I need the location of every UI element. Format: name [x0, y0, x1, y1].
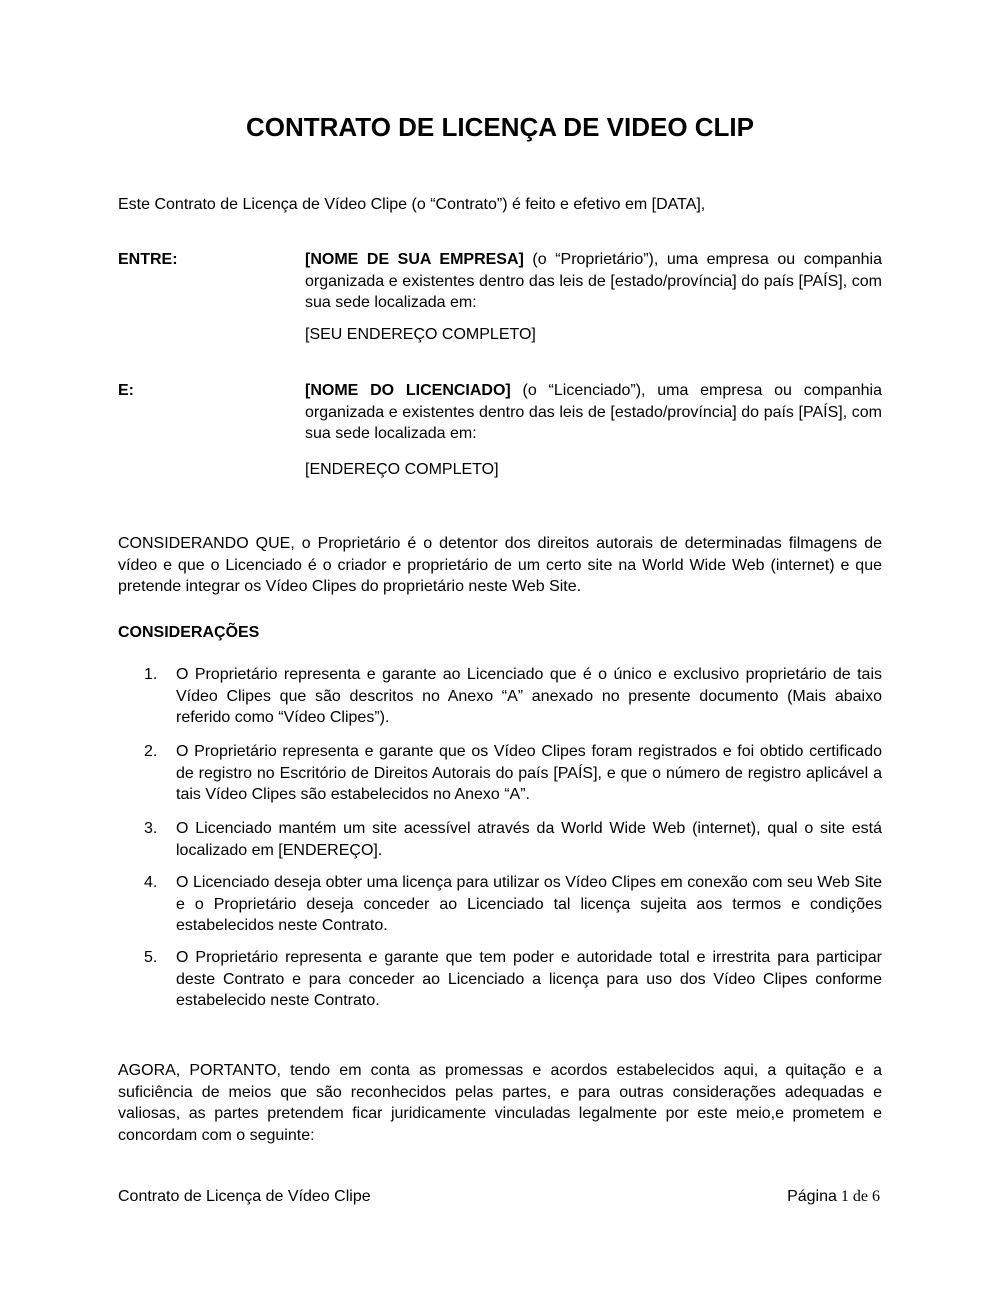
- party-body-owner: [305, 249, 882, 314]
- party-section-owner: [118, 249, 882, 314]
- list-item: [144, 664, 882, 729]
- list-item-text: O Licenciado mantém um site acessível através da World Wide Web (internet), qual o site está localizado em [ENDEREÇO].: [176, 820, 882, 859]
- licensee-description: (o “Licenciado”), uma empresa ou companhia organizada e existentes dentro das leis de [estado/província] do país [PAÍS], com sua sede localizada em:: [305, 382, 882, 442]
- intro-paragraph: Este Contrato de Licença de Vídeo Clipe (o “Contrato”) é feito e efetivo em [DATA],: [118, 196, 706, 213]
- document-title: CONTRATO DE LICENÇA DE VIDEO CLIP: [246, 112, 754, 142]
- list-item-number: 1.: [144, 666, 158, 683]
- list-item-number: 4.: [144, 874, 158, 891]
- list-item-number: 3.: [144, 820, 158, 837]
- party-body-licensee: [305, 380, 882, 445]
- list-item-text: O Proprietário representa e garante que tem poder e autoridade total e irrestrita para participar deste Contrato e para conceder ao Licenciado a licença para uso dos Vídeo Clipes conforme estabelecido neste Contrato.: [176, 949, 882, 1009]
- footer-document-name: Contrato de Licença de Vídeo Clipe: [118, 1188, 371, 1205]
- list-item-text: O Proprietário representa e garante que os Vídeo Clipes foram registrados e foi obtido certificado de registro no Escritório de Direitos Autorais do país [PAÍS], e que o número de registro aplicável a tais Vídeo Clipes são estabelecidos no Anexo “A”.: [176, 743, 882, 803]
- list-item-text: O Proprietário representa e garante ao Licenciado que é o único e exclusivo proprietário de tais Vídeo Clipes que são descritos no Anexo “A” anexado no presente documento (Mais abaixo referido como “Vídeo Clipes”).: [176, 666, 882, 726]
- owner-name-placeholder: [NOME DE SUA EMPRESA]: [305, 251, 524, 268]
- licensee-address-placeholder: [ENDEREÇO COMPLETO]: [305, 461, 499, 478]
- footer-page-number: 1 de 6: [836, 1188, 880, 1205]
- list-item: [144, 947, 882, 1012]
- footer-page-label: Página: [787, 1188, 837, 1205]
- party-label-entre: ENTRE:: [118, 251, 178, 268]
- owner-address-placeholder: [SEU ENDEREÇO COMPLETO]: [305, 326, 536, 343]
- considerations-heading: CONSIDERAÇÕES: [118, 624, 260, 641]
- party-section-licensee: [118, 380, 882, 445]
- owner-description: (o “Proprietário”), uma empresa ou companhia organizada e existentes dentro das leis de [estado/província] do país [PAÍS], com sua sede localizada em:: [305, 251, 882, 311]
- list-item-text: O Licenciado deseja obter uma licença para utilizar os Vídeo Clipes em conexão com seu Web Site e o Proprietário deseja conceder ao Licenciado tal licença sujeita aos termos e condições estabelecidos neste Contrato.: [176, 874, 882, 934]
- list-item: [144, 872, 882, 937]
- closing-paragraph: AGORA, PORTANTO, tendo em conta as promessas e acordos estabelecidos aqui, a quitação e a suficiência de meios que são reconhecidos pelas partes, e para outras considerações adequadas e valiosas, as partes pretendem ficar juridicamente vinculadas legalmente por este meio,e prometem e concordam com o seguinte:: [118, 1062, 882, 1144]
- list-item-number: 5.: [144, 949, 158, 966]
- footer-page-indicator: [787, 1186, 880, 1208]
- recital-paragraph: CONSIDERANDO QUE, o Proprietário é o detentor dos direitos autorais de determinadas filmagens de vídeo e que o Licenciado é o criador e proprietário de um certo site na World Wide Web (internet) e que pretende integrar os Vídeo Clipes do proprietário neste Web Site.: [118, 535, 882, 595]
- list-item-number: 2.: [144, 743, 158, 760]
- list-item: [144, 741, 882, 806]
- licensee-name-placeholder: [NOME DO LICENCIADO]: [305, 382, 511, 399]
- party-label-e: E:: [118, 382, 134, 399]
- list-item: [144, 818, 882, 861]
